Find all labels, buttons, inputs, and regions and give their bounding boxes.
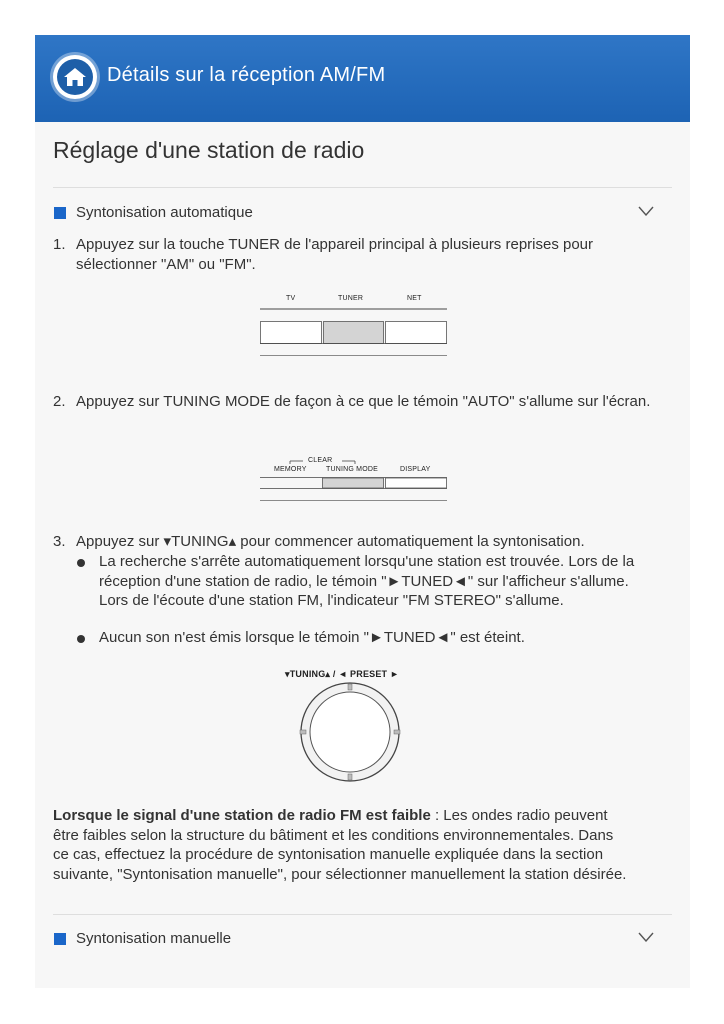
section-auto-header[interactable] <box>53 204 672 226</box>
step-number: 2. <box>53 393 66 410</box>
step-text: Appuyez sur ▾TUNING▴ pour commencer automatiquement la syntonisation. <box>76 533 585 550</box>
divider <box>53 914 672 915</box>
bullet-item <box>76 628 646 648</box>
house-icon <box>61 63 89 91</box>
home-button[interactable] <box>53 55 97 99</box>
figure-label: TUNER <box>338 295 364 302</box>
step-1 <box>53 235 653 274</box>
section-square-icon <box>54 933 66 945</box>
figure-label: MEMORY <box>274 466 307 473</box>
figure-label: CLEAR <box>308 457 333 464</box>
note-text: : Les ondes radio peuvent être faibles selon la structure du bâtiment et les conditions environnementales. Dans ce cas, effectuez la procédure de syntonisation manuelle expliquée dans la section suivante, "Syntonisation manuelle", pour sélectionner manuellement la station désirée. <box>53 807 627 883</box>
section-auto-label: Syntonisation automatique <box>76 204 253 221</box>
figure-panel-drawing <box>260 455 447 505</box>
figure-tuning-mode-buttons <box>260 455 447 505</box>
chevron-down-icon[interactable] <box>638 206 654 216</box>
header-title: Détails sur la réception AM/FM <box>107 64 386 86</box>
figure-tuning-knob <box>280 666 430 784</box>
figure-label: DISPLAY <box>400 466 431 473</box>
figure-label: NET <box>407 295 422 302</box>
figure-label: TV <box>286 295 296 302</box>
page-header <box>35 35 690 122</box>
section-square-icon <box>54 207 66 219</box>
step-text: Appuyez sur TUNING MODE de façon à ce que le témoin "AUTO" s'allume sur l'écran. <box>76 393 651 410</box>
figure-tuner-buttons <box>260 292 447 360</box>
weak-signal-note <box>53 806 633 884</box>
knob-drawing <box>280 666 430 784</box>
divider <box>53 187 672 188</box>
bullet-dot <box>77 559 85 567</box>
bullet-text: La recherche s'arrête automatiquement lorsqu'une station est trouvée. Lors de la réception d'une station de radio, le témoin "►TUNED◄" sur l'afficheur s'allume. Lors de l'écoute d'une station FM, l'indicateur "FM STEREO" s'allume. <box>99 553 635 609</box>
knob-label: ▾TUNING▴ / ◄ PRESET ► <box>285 669 400 679</box>
step-3 <box>53 532 653 552</box>
note-bold: Lorsque le signal d'une station de radio FM est faible <box>53 807 431 824</box>
bullet-text: Aucun son n'est émis lorsque le témoin "►TUNED◄" est éteint. <box>99 629 525 646</box>
main-content <box>35 122 690 988</box>
step-number: 1. <box>53 236 66 253</box>
chevron-down-icon[interactable] <box>638 932 654 942</box>
figure-label: TUNING MODE <box>326 466 378 473</box>
bullet-item <box>76 552 646 630</box>
section-manual-label: Syntonisation manuelle <box>76 930 232 947</box>
figure-panel-drawing <box>260 292 447 360</box>
step-text: Appuyez sur la touche TUNER de l'appareil principal à plusieurs reprises pour sélectionner "AM" ou "FM". <box>76 236 594 273</box>
page-title: Réglage d'une station de radio <box>53 137 365 163</box>
bullet-dot <box>77 635 85 643</box>
step-number: 3. <box>53 533 66 550</box>
step-2 <box>53 392 653 431</box>
section-manual-header[interactable] <box>53 930 672 952</box>
